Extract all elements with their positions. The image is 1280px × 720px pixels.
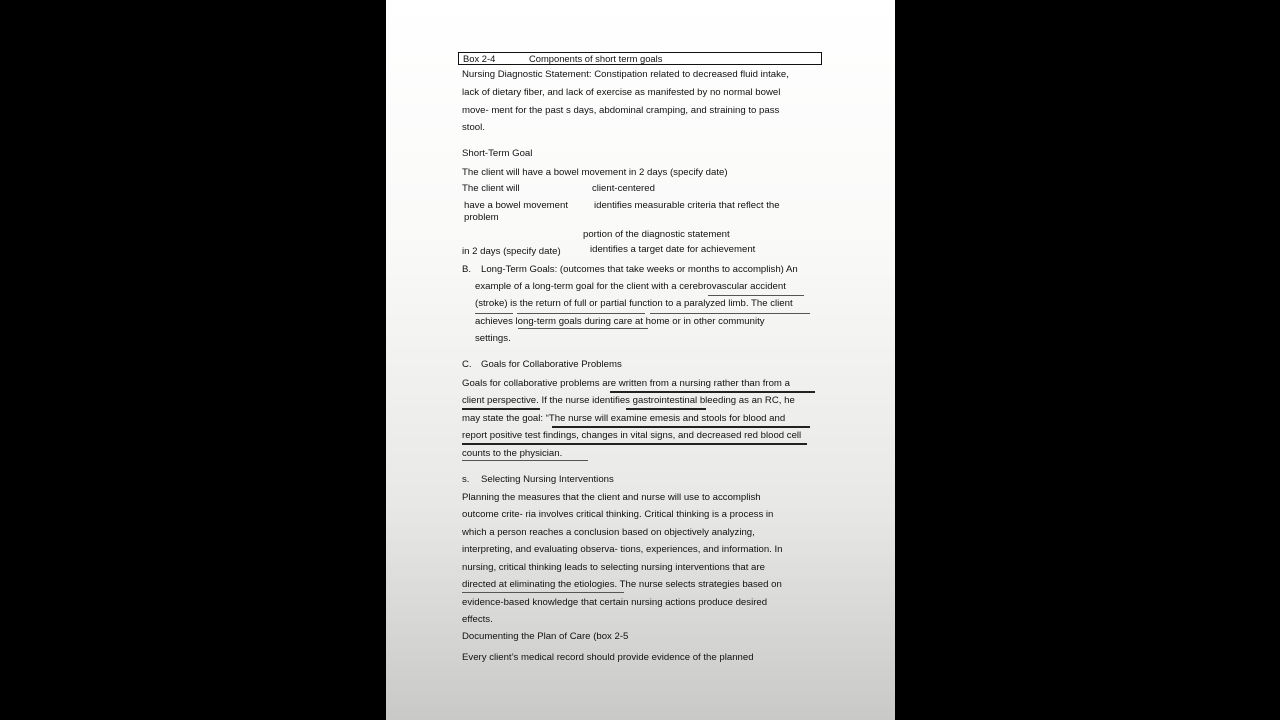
diagnostic-line: move- ment for the past s days, abdominal cramping, and straining to pass bbox=[462, 105, 780, 116]
component-description: identifies a target date for achievement bbox=[590, 244, 756, 255]
long-term-line: (stroke) is the return of full or partial function to a paralyzed limb. The client bbox=[475, 298, 793, 309]
underline-mark bbox=[462, 408, 540, 410]
interventions-heading: Selecting Nursing Interventions bbox=[481, 474, 614, 485]
interventions-line: effects. bbox=[462, 614, 493, 625]
underline-mark bbox=[552, 426, 810, 428]
component-description: client-centered bbox=[592, 183, 655, 194]
box-header bbox=[458, 52, 822, 65]
section-marker: C. bbox=[462, 359, 472, 370]
diagnostic-line: stool. bbox=[462, 122, 485, 133]
section-marker: B. bbox=[462, 264, 472, 275]
collaborative-line: counts to the physician. bbox=[462, 448, 563, 459]
component-label: have a bowel movement bbox=[464, 200, 568, 211]
underline-mark bbox=[462, 592, 624, 593]
document-page bbox=[386, 0, 895, 720]
component-description: identifies measurable criteria that reflect the bbox=[594, 200, 780, 211]
box-number: Box 2-4 bbox=[463, 53, 496, 64]
long-term-line: Long-Term Goals: (outcomes that take weeks or months to accomplish) An bbox=[481, 264, 798, 275]
short-term-sentence: The client will have a bowel movement in 2 days (specify date) bbox=[462, 167, 728, 178]
interventions-line: interpreting, and evaluating observa- tions, experiences, and information. In bbox=[462, 544, 783, 555]
long-term-line: achieves long-term goals during care at home or in other community bbox=[475, 316, 765, 327]
collaborative-heading: Goals for Collaborative Problems bbox=[481, 359, 622, 370]
section-marker: s. bbox=[462, 474, 470, 485]
documenting-text: Every client’s medical record should provide evidence of the planned bbox=[462, 652, 754, 663]
component-description: portion of the diagnostic statement bbox=[583, 229, 730, 240]
underline-mark bbox=[518, 328, 648, 329]
interventions-line: Planning the measures that the client and nurse will use to accomplish bbox=[462, 492, 761, 503]
underline-mark bbox=[610, 391, 815, 393]
diagnostic-line: Nursing Diagnostic Statement: Constipation related to decreased fluid intake, bbox=[462, 69, 789, 80]
box-title: Components of short term goals bbox=[529, 53, 663, 64]
component-label: in 2 days (specify date) bbox=[462, 246, 561, 257]
collaborative-line: report positive test findings, changes in vital signs, and decreased red blood cell bbox=[462, 430, 802, 441]
interventions-line: directed at eliminating the etiologies. The nurse selects strategies based on bbox=[462, 579, 782, 590]
underline-mark bbox=[462, 443, 807, 445]
long-term-line: settings. bbox=[475, 333, 511, 344]
interventions-line: outcome crite- ria involves critical thinking. Critical thinking is a process in bbox=[462, 509, 774, 520]
underline-mark bbox=[462, 460, 588, 461]
interventions-line: evidence-based knowledge that certain nursing actions produce desired bbox=[462, 597, 768, 608]
diagnostic-line: lack of dietary fiber, and lack of exercise as manifested by no normal bowel bbox=[462, 87, 781, 98]
underline-mark bbox=[626, 408, 706, 410]
long-term-line: example of a long-term goal for the client with a cerebrovascular accident bbox=[475, 281, 786, 292]
collaborative-line: Goals for collaborative problems are written from a nursing rather than from a bbox=[462, 378, 790, 389]
underline-mark bbox=[708, 295, 804, 296]
short-term-heading: Short-Term Goal bbox=[462, 148, 533, 159]
component-label: The client will bbox=[462, 183, 520, 194]
interventions-line: which a person reaches a conclusion based on objectively analyzing, bbox=[462, 527, 755, 538]
underline-mark bbox=[650, 313, 810, 314]
collaborative-line: client perspective. If the nurse identifies gastrointestinal bleeding as an RC, he bbox=[462, 395, 795, 406]
underline-mark bbox=[517, 313, 645, 314]
documenting-heading: Documenting the Plan of Care (box 2-5 bbox=[462, 631, 629, 642]
collaborative-line: may state the goal: “The nurse will examine emesis and stools for blood and bbox=[462, 413, 786, 424]
component-label: problem bbox=[464, 212, 499, 223]
interventions-line: nursing, critical thinking leads to selecting nursing interventions that are bbox=[462, 562, 765, 573]
underline-mark bbox=[475, 313, 513, 314]
